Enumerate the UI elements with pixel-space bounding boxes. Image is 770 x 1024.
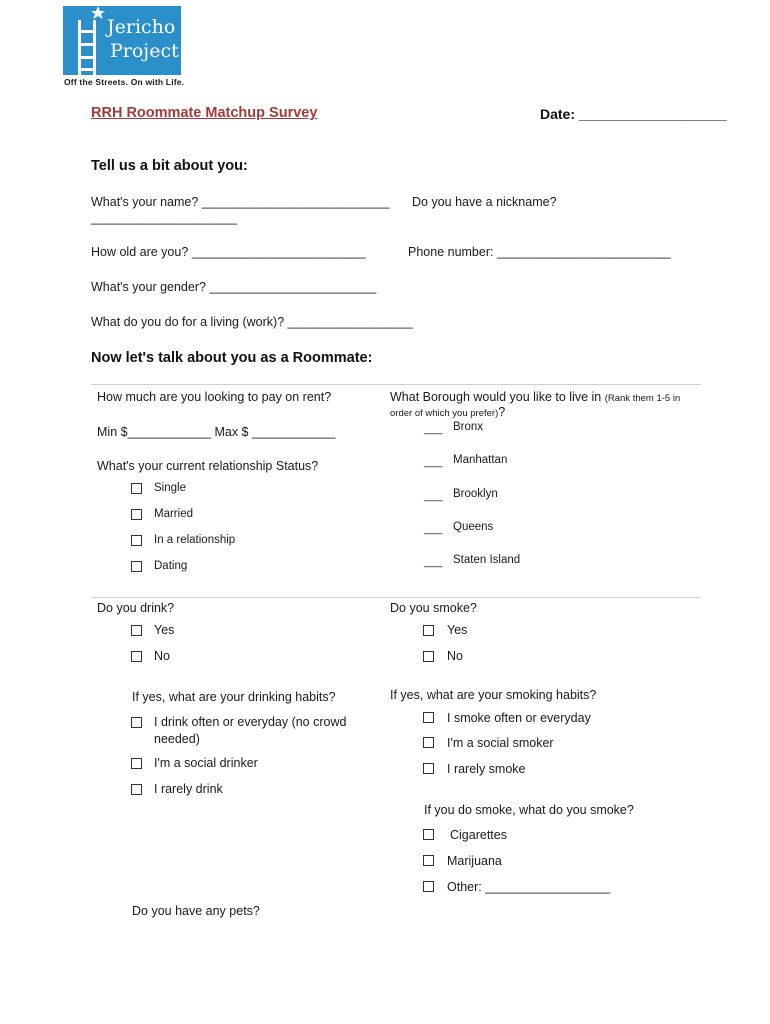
roommate-heading: Now let's talk about you as a Roommate: — [91, 350, 373, 366]
borough-question — [390, 390, 680, 404]
logo-tagline: Off the Streets. On with Life. — [64, 77, 185, 87]
logo-word-jericho: Jericho — [107, 16, 176, 38]
drink-yes-label: Yes — [154, 623, 175, 637]
social-drinker-label: I'm a social drinker — [154, 756, 258, 770]
checkbox-smoke-often[interactable] — [423, 712, 434, 723]
rarely-smoke-label: I rarely smoke — [447, 762, 526, 776]
drink-often-label: I drink often or everyday (no crowd — [154, 715, 347, 729]
checkbox-cigarettes[interactable] — [423, 829, 434, 840]
checkbox-rarely-smoke[interactable] — [423, 763, 434, 774]
checkbox-single[interactable] — [131, 483, 142, 494]
checkbox-smoke-no[interactable] — [423, 651, 434, 662]
option-single: Single — [154, 482, 186, 494]
checkbox-other[interactable] — [423, 881, 434, 892]
work-field[interactable]: What do you do for a living (work)? __________________ — [91, 315, 413, 329]
rank-blank-manhattan[interactable]: ___ — [424, 456, 443, 468]
option-in-a-relationship: In a relationship — [154, 534, 236, 546]
borough-queens: Queens — [453, 521, 494, 533]
checkbox-dating[interactable] — [131, 561, 142, 572]
borough-note-line2: order of which you prefer) — [390, 408, 499, 419]
age-field[interactable]: How old are you? _________________________ — [91, 245, 366, 259]
rent-range-field[interactable]: Min $____________ Max $ ____________ — [97, 425, 336, 439]
drink-no-label: No — [154, 649, 170, 663]
rarely-drink-label: I rarely drink — [154, 782, 223, 796]
phone-field[interactable]: Phone number: _________________________ — [408, 245, 671, 259]
checkbox-in-a-relationship[interactable] — [131, 535, 142, 546]
drink-often-label-line2: needed) — [154, 732, 200, 746]
checkbox-smoke-yes[interactable] — [423, 625, 434, 636]
nickname-field[interactable]: _____________________ — [91, 211, 237, 225]
checkbox-drink-yes[interactable] — [131, 625, 142, 636]
borough-question-line2 — [390, 405, 505, 419]
survey-title: RRH Roommate Matchup Survey — [91, 105, 318, 121]
checkbox-rarely-drink[interactable] — [131, 784, 142, 795]
name-field[interactable]: What's your name? ___________________________ — [91, 195, 390, 209]
cigarettes-label: Cigarettes — [450, 828, 507, 842]
date-field[interactable]: Date: ___________________ — [540, 106, 727, 122]
gender-field[interactable]: What's your gender? ________________________ — [91, 280, 377, 294]
nickname-question: Do you have a nickname? — [412, 195, 557, 209]
rank-blank-staten-island[interactable]: ___ — [424, 556, 443, 568]
smoking-habits-question: If yes, what are your smoking habits? — [390, 688, 597, 702]
marijuana-label: Marijuana — [447, 854, 502, 868]
smoke-no-label: No — [447, 649, 463, 663]
relationship-question: What's your current relationship Status? — [97, 459, 319, 473]
borough-manhattan: Manhattan — [453, 454, 508, 466]
rent-question: How much are you looking to pay on rent? — [97, 390, 332, 404]
checkbox-drink-no[interactable] — [131, 651, 142, 662]
checkbox-social-drinker[interactable] — [131, 758, 142, 769]
borough-bronx: Bronx — [453, 421, 484, 433]
smoke-yes-label: Yes — [447, 623, 468, 637]
social-smoker-label: I'm a social smoker — [447, 736, 554, 750]
rank-blank-queens[interactable]: ___ — [424, 523, 443, 535]
borough-question-text: What Borough would you like to live in — [390, 390, 602, 404]
option-dating: Dating — [154, 560, 188, 572]
drink-question: Do you drink? — [97, 601, 175, 615]
rank-blank-bronx[interactable]: ___ — [424, 423, 443, 435]
checkbox-married[interactable] — [131, 509, 142, 520]
checkbox-marijuana[interactable] — [423, 855, 434, 866]
about-heading: Tell us a bit about you: — [91, 158, 248, 174]
jericho-project-logo — [63, 6, 181, 75]
checkbox-drink-often[interactable] — [131, 717, 142, 728]
section-divider-2 — [91, 597, 701, 598]
borough-brooklyn: Brooklyn — [453, 488, 498, 500]
drinking-habits-question: If yes, what are your drinking habits? — [132, 690, 336, 704]
option-married: Married — [154, 508, 193, 520]
smoke-question: Do you smoke? — [390, 601, 477, 615]
section-divider — [91, 384, 701, 385]
other-smoke-field[interactable]: Other: __________________ — [447, 880, 611, 894]
rank-blank-brooklyn[interactable]: ___ — [424, 490, 443, 502]
pets-question: Do you have any pets? — [132, 904, 260, 918]
what-smoke-question: If you do smoke, what do you smoke? — [424, 803, 634, 817]
checkbox-social-smoker[interactable] — [423, 737, 434, 748]
logo-word-project: Project — [110, 40, 179, 62]
borough-question-mark: ? — [498, 405, 506, 419]
borough-note: (Rank them 1-5 in — [604, 393, 681, 404]
smoke-often-label: I smoke often or everyday — [447, 711, 591, 725]
borough-staten-island: Staten Island — [453, 554, 521, 566]
